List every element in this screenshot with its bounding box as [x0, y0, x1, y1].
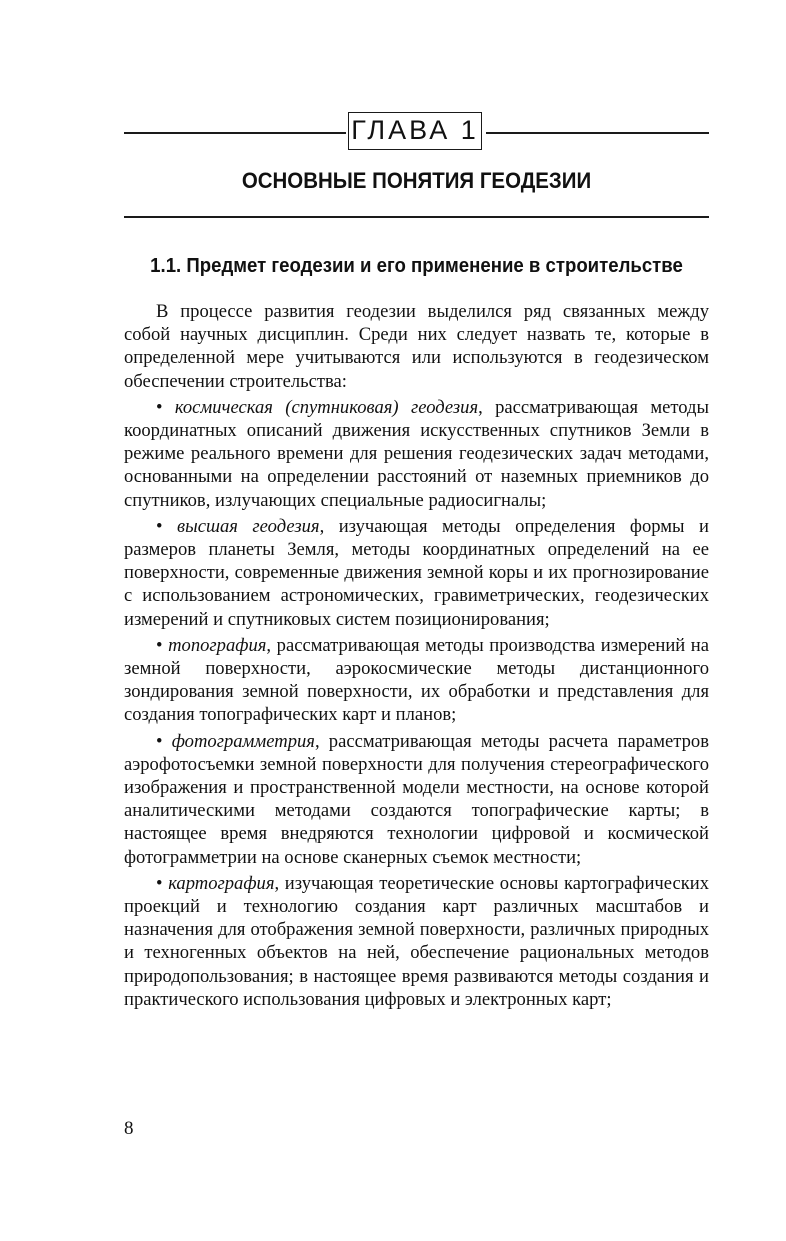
list-item [124, 634, 709, 727]
list-item [124, 872, 709, 1011]
chapter-rule-right [486, 132, 709, 134]
list-item [124, 396, 709, 512]
list-item [124, 515, 709, 631]
list-item-term: фотограмметрия [171, 730, 315, 752]
page-number: 8 [124, 1118, 134, 1139]
list-item-term: космическая (спутниковая) геодезия [174, 396, 479, 418]
bullet-icon: • [156, 634, 163, 656]
bullet-icon: • [156, 872, 163, 894]
chapter-title: ОСНОВНЫЕ ПОНЯТИЯ ГЕОДЕЗИИ [241, 168, 592, 193]
list-item-text: , изучающая теоретические основы картографических проекций и технологию создания карт различных масштабов и назначения для отображения земной поверхности, различных природных и техногенных объектов на ней, обеспечение рациональных методов природопользования; в настоящее время развиваются методы создания и практического использования цифровых и электронных карт; [124, 872, 709, 1010]
list-item-text: , рассматривающая методы координатных описаний движения искусственных спутников Земли в режиме реального времени для решения геодезических задач методами, основанными на определении расстояний от наземных приемников до спутников, излучающих специальные радиосигналы; [124, 396, 709, 511]
list-item-term: высшая геодезия [177, 515, 320, 537]
bullet-icon: • [156, 396, 163, 418]
section-title: 1.1. Предмет геодезии и его применение в строительстве [150, 255, 683, 277]
bullet-icon: • [156, 730, 163, 752]
bullet-icon: • [156, 515, 163, 537]
list-item-text: , изучающая методы определения формы и размеров планеты Земля, методы координатных определений на ее поверхности, современные движения земной коры и их прогнозирование с использованием астрономических, гравиметрических, геодезических измерений и спутниковых систем позиционирования; [124, 515, 709, 630]
intro-paragraph: В процессе развития геодезии выделился ряд связанных между собой научных дисциплин. Среди них следует назвать те, которые в определенной мере учитываются или используются в геодезическом обеспечении строительства: [124, 301, 709, 392]
title-rule [124, 216, 709, 218]
list-item [124, 730, 709, 869]
list-item-text: , рассматривающая методы расчета параметров аэрофотосъемки земной поверхности для получения стереографического изображения и пространственной модели местности, на основе которой аналитическими методами создаются топографические карты; в настоящее время внедряются технологии цифровой и космической фотограмметрии на основе сканерных съемок местности; [124, 730, 709, 868]
body-text [124, 300, 709, 1011]
chapter-rule-left [124, 132, 346, 134]
list-item-term: картография [168, 872, 275, 894]
list-item-text: , рассматривающая методы производства измерений на земной поверхности, аэрокосмические методы дистанционного зондирования земной поверхности, их обработки и представления для создания топографических карт и планов; [124, 634, 710, 726]
list-item-term: топография [168, 634, 267, 656]
chapter-label: ГЛАВА 1 [348, 112, 482, 150]
